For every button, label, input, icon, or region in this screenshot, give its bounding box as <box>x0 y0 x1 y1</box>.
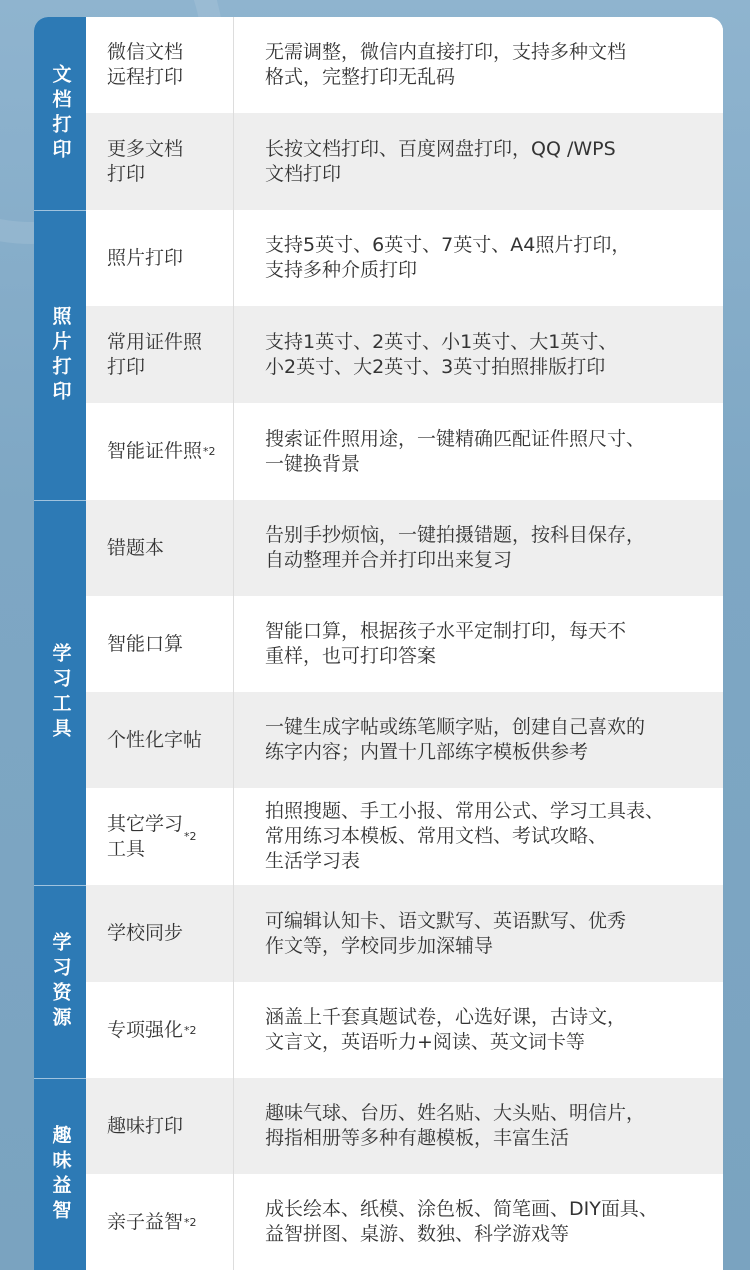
footnote-mark: *2 <box>184 1215 197 1229</box>
feature-description-text: 智能口算，根据孩子水平定制打印，每天不 重样，也可打印答案 <box>265 620 627 667</box>
feature-description <box>234 692 723 788</box>
feature-description-text: 可编辑认知卡、语文默写、英语默写、优秀 作文等，学校同步加深辅导 <box>265 909 627 957</box>
feature-description-text: 趣味气球、台历、姓名贴、大头贴、明信片， 拇指相册等多种有趣模板，丰富生活 <box>265 1102 646 1149</box>
feature-description-text: 支持1英寸、2英寸、小1英寸、大1英寸、 小2英寸、大2英寸、3英寸拍照排版打印 <box>265 330 618 378</box>
feature-description <box>234 113 723 210</box>
table-row <box>86 596 723 692</box>
category-photo-print <box>34 211 86 500</box>
feature-description-text: 成长绘本、纸模、涂色板、简笔画、DIY面具、 益智拼图、桌游、数独、科学游戏等 <box>265 1198 658 1245</box>
table-row <box>86 210 723 306</box>
table-row <box>86 692 723 788</box>
feature-name <box>86 210 234 306</box>
feature-name-text: 错题本 <box>107 536 165 559</box>
feature-description-text: 告别手抄烦恼，一键拍摄错题，按科目保存， 自动整理并合并打印出来复习 <box>265 524 646 571</box>
feature-name-text: 照片打印 <box>107 246 184 269</box>
feature-description <box>234 1174 723 1270</box>
feature-name-text: 微信文档 远程打印 <box>107 41 184 88</box>
table-row <box>86 1174 723 1270</box>
category-label: 文档打印 <box>49 63 72 164</box>
table-row <box>86 885 723 982</box>
feature-name-text: 智能口算 <box>107 632 184 655</box>
feature-name <box>86 17 234 113</box>
feature-table <box>34 17 723 1270</box>
feature-name <box>86 885 234 982</box>
category-label: 学习资源 <box>49 932 72 1032</box>
feature-name-text: 趣味打印 <box>107 1114 184 1137</box>
footnote-mark: *2 <box>184 1023 197 1037</box>
feature-description-text: 支持5英寸、6英寸、7英寸、A4照片打印， 支持多种介质打印 <box>265 234 631 281</box>
feature-description-text: 无需调整，微信内直接打印，支持多种文档 格式，完整打印无乱码 <box>265 41 627 88</box>
feature-name-text: 专项强化 <box>107 1018 184 1041</box>
feature-description-text: 一键生成字帖或练笔顺字贴，创建自己喜欢的 练字内容；内置十几部练字模板供参考 <box>265 716 646 763</box>
table-row <box>86 500 723 596</box>
category-study-tools <box>34 501 86 885</box>
feature-description <box>234 306 723 403</box>
feature-description <box>234 788 723 885</box>
category-fun-puzzle <box>34 1079 86 1270</box>
table-row <box>86 113 723 210</box>
feature-description-text: 涵盖上千套真题试卷，心选好课，古诗文， 文言文，英语听力+阅读、英文词卡等 <box>265 1006 627 1053</box>
feature-name <box>86 788 234 885</box>
category-study-resources <box>34 886 86 1078</box>
category-label: 趣味益智 <box>49 1124 72 1225</box>
table-row <box>86 306 723 403</box>
feature-name-text: 亲子益智 <box>107 1210 184 1233</box>
feature-name-text: 更多文档 打印 <box>107 137 184 185</box>
category-column <box>34 17 86 1270</box>
feature-name <box>86 113 234 210</box>
feature-name <box>86 1078 234 1174</box>
feature-description <box>234 403 723 500</box>
feature-name-text: 个性化字帖 <box>107 728 203 751</box>
table-row <box>86 1078 723 1174</box>
feature-name <box>86 1174 234 1270</box>
feature-description <box>234 210 723 306</box>
table-row <box>86 788 723 885</box>
feature-description-text: 搜索证件照用途，一键精确匹配证件照尺寸、 一键换背景 <box>265 427 646 475</box>
table-row <box>86 403 723 500</box>
feature-name <box>86 692 234 788</box>
feature-description <box>234 17 723 113</box>
feature-name-text: 智能证件照 <box>107 440 203 462</box>
table-row <box>86 17 723 113</box>
feature-name <box>86 306 234 403</box>
category-label: 学习工具 <box>49 643 72 743</box>
feature-description <box>234 982 723 1078</box>
feature-name <box>86 403 234 500</box>
feature-name-text: 常用证件照 打印 <box>107 330 203 378</box>
feature-description <box>234 885 723 982</box>
feature-description <box>234 1078 723 1174</box>
feature-name <box>86 596 234 692</box>
category-label: 照片打印 <box>49 305 72 406</box>
feature-name <box>86 500 234 596</box>
feature-name-text: 学校同步 <box>107 922 184 944</box>
feature-name <box>86 982 234 1078</box>
footnote-mark: *2 <box>184 830 197 843</box>
feature-description-text: 长按文档打印、百度网盘打印，QQ /WPS 文档打印 <box>265 137 616 185</box>
feature-description-text: 拍照搜题、手工小报、常用公式、学习工具表、 常用练习本模板、常用文档、考试攻略、 生活学习表 <box>265 800 665 872</box>
footnote-mark: *2 <box>203 445 216 458</box>
table-row <box>86 982 723 1078</box>
feature-name-text: 其它学习 工具 <box>107 812 184 860</box>
category-document-print <box>34 17 86 210</box>
feature-description <box>234 596 723 692</box>
feature-description <box>234 500 723 596</box>
